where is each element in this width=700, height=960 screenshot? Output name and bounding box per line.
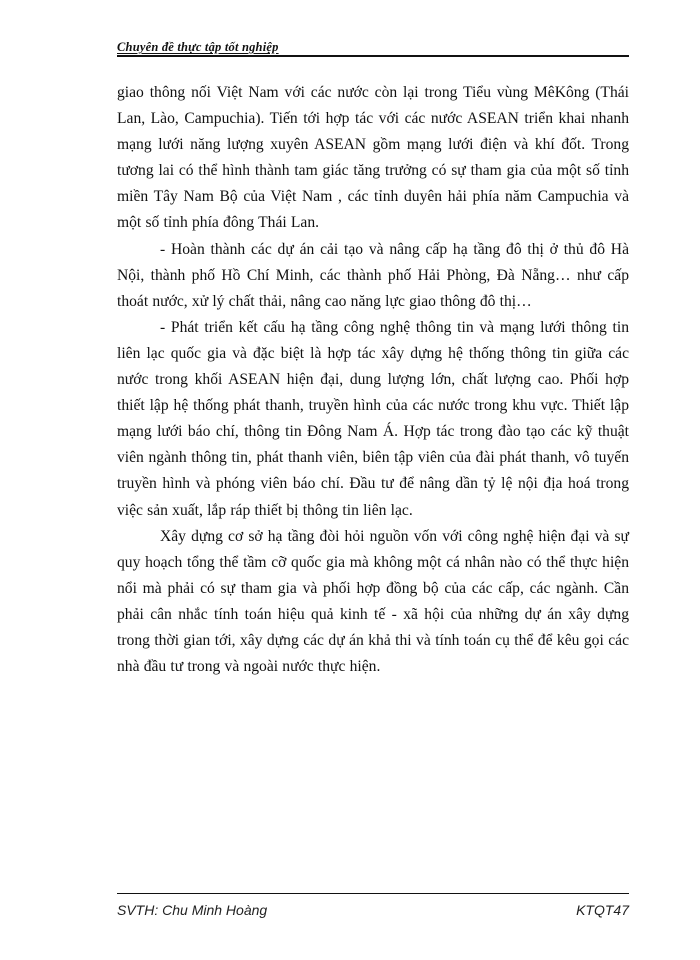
paragraph-it-infrastructure: - Phát triển kết cấu hạ tầng công nghệ thông tin và mạng lưới thông tin liên lạc quốc gia và đặc biệt là hợp tác xây dựng hệ thống thông tin giữa các nước trong khối ASEAN hiện đại, dung lượng lớn, chất lượng cao. Phối hợp thiết lập hệ thống phát thanh, truyền hình của các nước trong khu vực. Thiết lập mạng lưới báo chí, thông tin Đông Nam Á. Hợp tác trong đào tạo các kỹ thuật viên ngành thông tin, phát thanh viên, biên tập viên của đài phát thanh, vô tuyến truyền hình và phóng viên báo chí. Đầu tư để nâng dần tỷ lệ nội địa hoá trong việc sản xuất, lắp ráp thiết bị thông tin liên lạc.	[117, 318, 629, 519]
footer-rule	[117, 893, 629, 894]
document-body	[117, 80, 629, 680]
footer-author: SVTH: Chu Minh Hoàng	[117, 902, 268, 918]
footer-class-code: KTQT47	[576, 902, 629, 918]
paragraph-conclusion: Xây dựng cơ sở hạ tầng đòi hỏi nguồn vốn với công nghệ hiện đại và sự quy hoạch tổng thể tầm cỡ quốc gia mà không một cá nhân nào có thể thực hiện nổi mà phải có sự tham gia và phối hợp đồng bộ của các cấp, các ngành. Cần phải cân nhắc tính toán hiệu quả kinh tế - xã hội của những dự án xây dựng trong thời gian tới, xây dựng các dự án khả thi và tính toán cụ thể để kêu gọi các nhà đầu tư trong và ngoài nước thực hiện.	[117, 527, 629, 676]
page-footer	[117, 893, 629, 923]
paragraph-continuation: giao thông nối Việt Nam với các nước còn lại trong Tiểu vùng MêKông (Thái Lan, Lào, Campuchia). Tiến tới hợp tác với các nước ASEAN triển khai nhanh mạng lưới năng lượng xuyên ASEAN gồm mạng lưới điện và khí đốt. Trong tương lai có thể hình thành tam giác tăng trưởng có sự tham gia của một số tỉnh miền Tây Nam Bộ của Việt Nam , các tỉnh duyên hải phía năm Campuchia và một số tỉnh phía đông Thái Lan.	[117, 84, 629, 232]
header-title: Chuyên đề thực tập tốt nghiệp	[117, 40, 279, 54]
paragraph-urban-infrastructure: - Hoàn thành các dự án cải tạo và nâng cấp hạ tầng đô thị ở thủ đô Hà Nội, thành phố Hồ Chí Minh, các thành phố Hải Phòng, Đà Nẵng… như cấp thoát nước, xử lý chất thải, nâng cao năng lực giao thông đô thị…	[117, 240, 629, 310]
page-header	[117, 40, 629, 60]
header-rule	[117, 55, 629, 57]
